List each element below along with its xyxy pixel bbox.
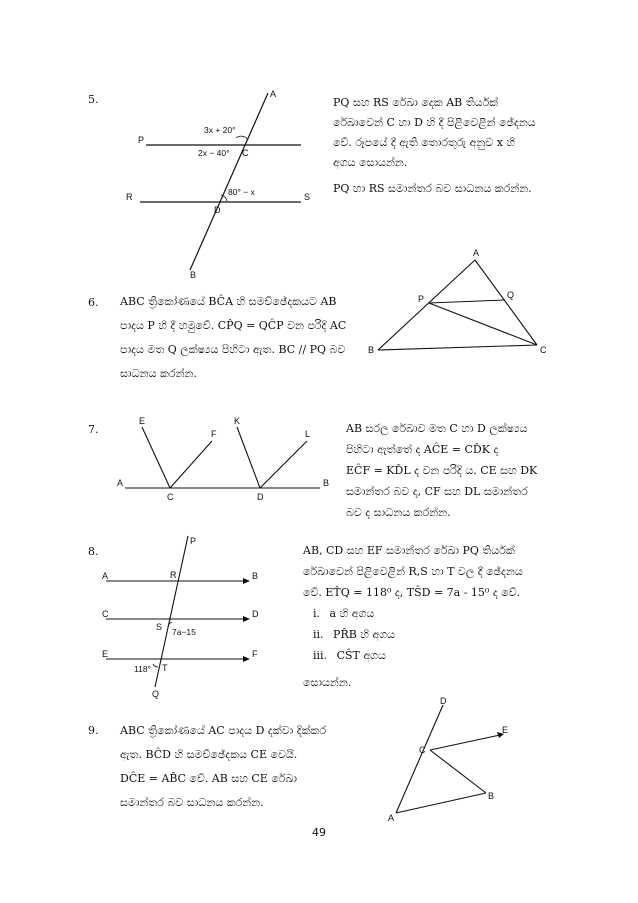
problem-9-text xyxy=(120,719,375,815)
label-r: R xyxy=(126,192,133,202)
label-e: E xyxy=(502,725,509,735)
text-line: AB, CD සහ EF සමාන්තර රේඛා PQ තිර්යක් xyxy=(303,544,515,557)
text-line: අගය සොයන්න. xyxy=(333,156,408,169)
side-cb xyxy=(430,750,486,793)
label-p: P xyxy=(418,294,425,304)
angle-3x-plus-20: 3x + 20° xyxy=(204,125,236,135)
label-c: C xyxy=(419,745,426,755)
ray-ce xyxy=(142,427,170,488)
sub-item-label: iii. xyxy=(313,649,328,662)
problem-5-text xyxy=(333,93,551,199)
label-b: B xyxy=(190,270,197,280)
label-q: Q xyxy=(507,290,515,300)
line-ab xyxy=(190,93,268,270)
text-line: ABC ත්‍රිකෝණයේ BĈA හි සමච්ඡේදකයට AB xyxy=(120,295,337,308)
label-e: E xyxy=(102,649,109,659)
label-f: F xyxy=(252,649,258,659)
problem-number: 9. xyxy=(88,724,99,737)
label-k: K xyxy=(234,416,241,426)
text-line: ඇත. BĈD හි සමච්ඡේදකය CE වෙයි. xyxy=(120,748,298,761)
text-line: සාධනය කරන්න. xyxy=(120,367,197,380)
text-line: DĈE = AB̂C වේ. AB සහ CE රේඛා xyxy=(120,772,297,785)
label-b: B xyxy=(323,478,330,488)
text-line: සමාන්තර බව සාධනය කරන්න. xyxy=(120,796,264,809)
line-pq xyxy=(155,536,188,687)
text-line: වේ. රූපයේ දී ඇති තොරතුරු අනුව x හි xyxy=(333,136,516,149)
page-number: 49 xyxy=(312,826,326,839)
label-d: D xyxy=(252,609,259,619)
label-a: A xyxy=(270,89,277,99)
label-c: C xyxy=(167,492,174,502)
sub-item xyxy=(313,645,555,666)
text-line: රේඛාවෙන් C හා D හි දී පිළිවෙළින් ඡේදනය xyxy=(333,116,536,129)
angle-80-minus-x: 80° − x xyxy=(228,187,255,197)
label-l: L xyxy=(305,429,311,439)
bisector-cp xyxy=(429,303,537,345)
label-q: Q xyxy=(152,689,160,699)
problem-number: 6. xyxy=(88,296,99,309)
sub-item-label: i. xyxy=(313,607,321,620)
segment-pq xyxy=(429,300,505,303)
text-line: රේඛාවෙන් පිළිවෙළින් R,S හා T වල දී ඡේදනය xyxy=(303,565,523,578)
text-line: පාදය P හි දී හමුවේ. CP̂Q = QĈP වන පරිදි AC xyxy=(120,319,347,332)
label-a: A xyxy=(102,571,109,581)
text-line: වේ. ET̂Q = 118⁰ ද, TŜD = 7a - 15⁰ ද වේ. xyxy=(303,586,521,599)
text-line: සමාන්තර බව ද, CF සහ DL සමාන්තර xyxy=(346,485,528,498)
label-c: C xyxy=(242,148,249,158)
label-s: S xyxy=(304,192,311,202)
label-e: E xyxy=(139,416,146,426)
side-bc xyxy=(378,345,537,350)
label-p: P xyxy=(190,536,197,546)
side-ab xyxy=(396,793,486,813)
angle-2x-minus-40: 2x − 40° xyxy=(198,148,230,158)
text-line: පාදය මත Q ලක්ෂ්‍යය පිහිටා ඇත. BC // PQ බව xyxy=(120,343,346,356)
label-d: D xyxy=(257,492,264,502)
label-f: F xyxy=(211,429,217,439)
text-line: පිහිටා ඇත්තේ ද AĈE = CD̂K ද xyxy=(346,443,499,456)
problem-number: 7. xyxy=(88,423,99,436)
figure-transversal-parallel-lines xyxy=(118,85,323,280)
angle-arc xyxy=(153,664,158,667)
figure-three-parallel-lines xyxy=(100,530,262,700)
problem-number: 5. xyxy=(88,93,99,106)
label-a: A xyxy=(473,248,480,258)
sub-item xyxy=(313,624,555,645)
arrowhead xyxy=(243,656,250,662)
label-b: B xyxy=(368,345,375,355)
arrowhead xyxy=(243,578,250,584)
problem-7-text xyxy=(346,418,554,523)
label-a: A xyxy=(388,813,395,823)
label-a: A xyxy=(117,478,124,488)
figure-line-ab-with-rays xyxy=(115,415,337,507)
side-ac xyxy=(475,260,537,345)
label-b: B xyxy=(252,571,259,581)
figure-triangle-extended-side xyxy=(388,695,520,825)
ray-cf xyxy=(170,441,212,488)
angle-118: 118° xyxy=(134,664,151,674)
label-c: C xyxy=(540,345,547,355)
figure-triangle-abc-bisector xyxy=(368,245,562,360)
text-line: PQ හා RS සමාන්තර බව සාධනය කරන්න. xyxy=(333,182,532,195)
label-d: D xyxy=(440,696,447,706)
text-line: EĈF = KD̂L ද වන පරිදි ය. CE සහ DK xyxy=(346,464,538,477)
text-line: සොයන්න. xyxy=(303,676,352,689)
problem-8-text xyxy=(303,540,555,693)
side-ac-extended xyxy=(396,705,443,813)
sub-item-label: ii. xyxy=(313,628,324,641)
ray-dk xyxy=(237,427,260,488)
angle-7a-minus-15: 7a−15 xyxy=(172,627,196,637)
sub-item-text: a හි අගය xyxy=(329,607,375,620)
text-line: PQ සහ RS රේඛා දෙක AB තිර්යක් xyxy=(333,96,499,109)
sub-item xyxy=(313,603,555,624)
text-line: බව ද සාධනය කරන්න. xyxy=(346,506,451,519)
text-line: ABC ත්‍රිකෝණයේ AC පාදය D දක්වා දික්කර xyxy=(120,724,327,737)
bisector-ce xyxy=(430,735,500,750)
label-d: D xyxy=(214,205,221,215)
label-p: P xyxy=(138,135,145,145)
text-line: AB සරල රේඛාව මත C හා D ලක්ෂ්‍යය xyxy=(346,422,528,435)
label-t: T xyxy=(162,663,168,673)
label-s: S xyxy=(156,622,163,632)
label-c: C xyxy=(102,609,109,619)
side-ab xyxy=(378,260,475,350)
sub-item-text: PR̂B හි අගය xyxy=(333,628,396,641)
problem-6-text xyxy=(120,290,378,386)
sub-item-text: CŜT අගය xyxy=(336,649,386,662)
problem-number: 8. xyxy=(88,545,99,558)
ray-dl xyxy=(260,441,307,488)
arrowhead xyxy=(243,616,250,622)
label-b: B xyxy=(488,791,495,801)
label-r: R xyxy=(170,570,177,580)
angle-arc xyxy=(236,136,248,140)
